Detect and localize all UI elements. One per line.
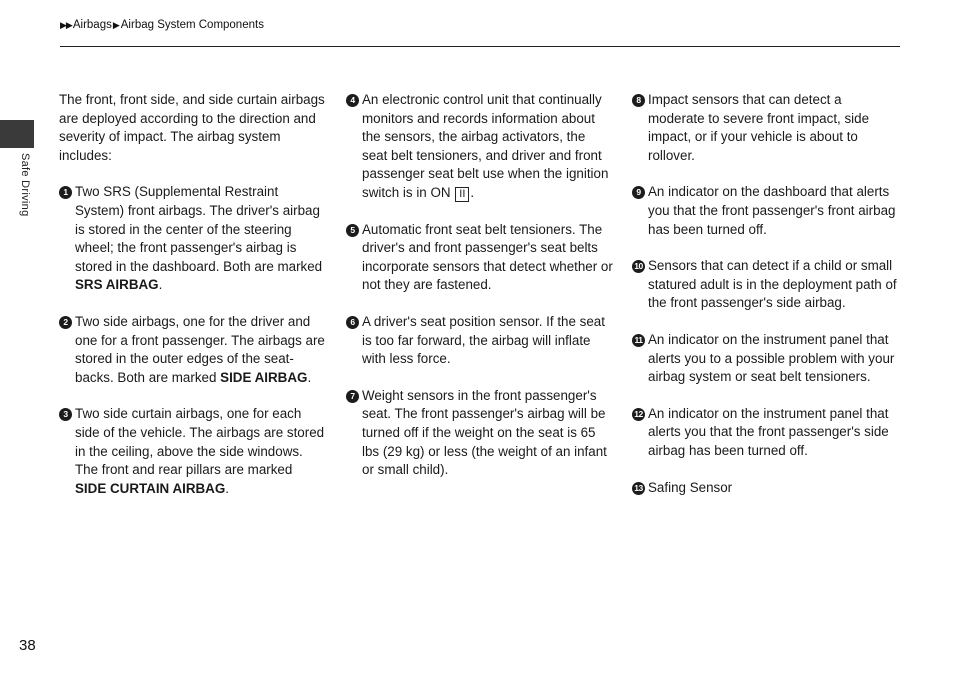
page-number: 38 xyxy=(19,637,36,654)
column-1 xyxy=(59,91,327,516)
column-3 xyxy=(632,91,900,515)
section-label: Safe Driving xyxy=(19,153,31,217)
intro-paragraph: The front, front side, and side curtain airbags are deployed according to the direction and severity of impact. The airbag system includes: xyxy=(59,92,325,163)
item-tail: . xyxy=(225,480,230,496)
item-tail: . xyxy=(158,277,163,293)
number-badge: 1 xyxy=(59,186,72,199)
number-badge: 10 xyxy=(632,260,645,273)
item-text: Weight sensors in the front passenger's seat. The front passenger's airbag will be turned off if the weight on the seat is 65 lbs (29 kg) or less (the weight of an infant or small child). xyxy=(362,387,607,478)
item-marking: SIDE CURTAIN AIRBAG xyxy=(75,480,226,496)
number-badge: 8 xyxy=(632,94,645,107)
breadcrumb-separator-icon: ▶ xyxy=(112,20,120,30)
item-text: A driver's seat position sensor. If the seat is too far forward, the airbag will inflate with less force. xyxy=(362,313,605,367)
list-item xyxy=(632,479,900,498)
list-item xyxy=(632,91,900,165)
number-badge: 9 xyxy=(632,186,645,199)
item-text: Two SRS (Supplemental Restraint System) front airbags. The driver's airbag is stored in the center of the steering wheel; the front passenger's airbag is stored in the dashboard. Both are marked xyxy=(75,184,323,274)
list-item xyxy=(59,313,327,387)
item-marking: SRS AIRBAG xyxy=(75,277,159,293)
list-item xyxy=(632,183,900,239)
item-tail: . xyxy=(307,369,312,385)
ignition-position-icon: II xyxy=(455,187,469,202)
item-text: An indicator on the instrument panel that alerts you that the front passenger's side airbag has been turned off. xyxy=(648,405,889,458)
breadcrumb-page-title: Airbag System Components xyxy=(120,19,264,31)
number-badge: 12 xyxy=(632,408,645,421)
breadcrumb xyxy=(60,19,264,31)
number-badge: 2 xyxy=(59,316,72,329)
list-item xyxy=(59,405,327,498)
header-divider xyxy=(60,46,900,47)
number-badge: 3 xyxy=(59,408,72,421)
column-2 xyxy=(346,91,614,498)
list-item xyxy=(632,405,900,461)
item-text: Sensors that can detect if a child or small statured adult is in the deployment path of the front passenger's side airbag. xyxy=(648,258,897,311)
number-badge: 7 xyxy=(346,390,359,403)
item-tail: . xyxy=(470,184,475,200)
list-item xyxy=(346,91,614,203)
list-item xyxy=(632,331,900,387)
item-text: An indicator on the dashboard that alerts you that the front passenger's front airbag has been turned off. xyxy=(648,184,896,237)
list-item xyxy=(632,257,900,313)
number-badge: 13 xyxy=(632,482,645,495)
list-item xyxy=(346,313,614,369)
list-item xyxy=(59,183,327,295)
breadcrumb-section-link[interactable]: Airbags xyxy=(72,19,112,31)
section-tab xyxy=(0,120,34,148)
breadcrumb-marker-icon: ▶▶ xyxy=(60,20,72,30)
number-badge: 5 xyxy=(346,224,359,237)
number-badge: 4 xyxy=(346,94,359,107)
number-badge: 11 xyxy=(632,334,645,347)
item-text: Two side airbags, one for the driver and one for a front passenger. The airbags are stored in the outer edges of the seat-backs. Both are marked xyxy=(75,313,325,385)
list-item xyxy=(346,387,614,480)
item-text: Automatic front seat belt tensioners. The driver's and front passenger's seat belts incorporate sensors that detect whether or not they are fastened. xyxy=(362,221,613,293)
item-text: Impact sensors that can detect a moderate to severe front impact, side impact, or if your vehicle is about to rollover. xyxy=(648,92,870,163)
list-item xyxy=(346,221,614,295)
item-text: Two side curtain airbags, one for each side of the vehicle. The airbags are stored in the ceiling, above the side windows. The front and rear pillars are marked xyxy=(75,406,325,478)
item-text: Safing Sensor xyxy=(648,479,733,495)
item-text: An electronic control unit that continually monitors and records information about the sensors, the airbag activators, the seat belt tensioners, and driver and front passenger seat belt use when the ignition switch is in ON xyxy=(362,92,609,200)
item-text: An indicator on the instrument panel that alerts you to a possible problem with your airbag system or seat belt tensioners. xyxy=(648,331,895,385)
number-badge: 6 xyxy=(346,316,359,329)
item-marking: SIDE AIRBAG xyxy=(220,369,308,385)
